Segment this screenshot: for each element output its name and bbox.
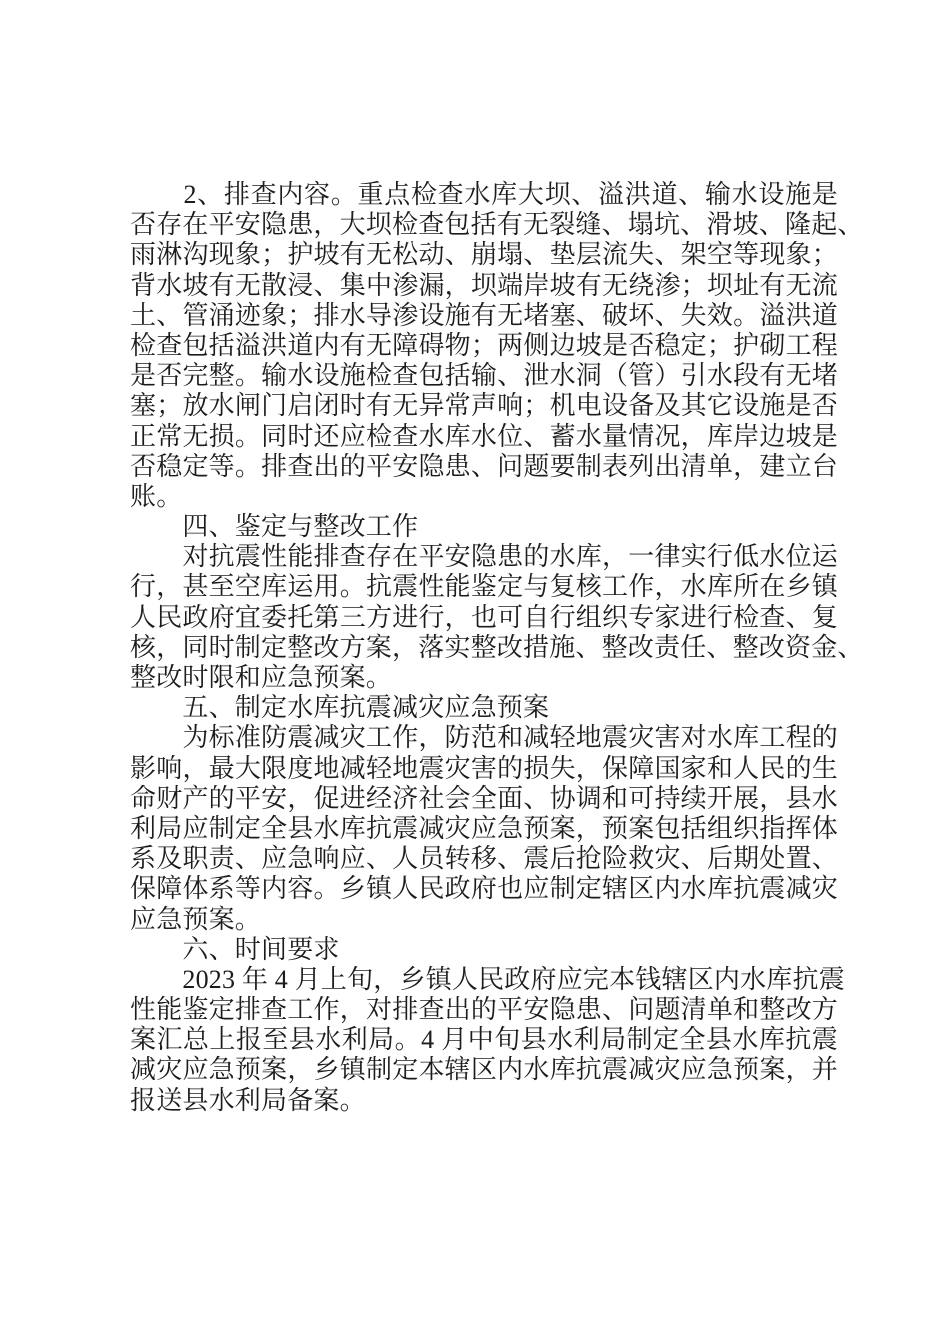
- text-line: 塞；放水闸门启闭时有无异常声响；机电设备及其它设施是否: [130, 391, 838, 421]
- text-line: 账。: [130, 481, 183, 511]
- body-paragraph: [130, 723, 838, 934]
- text-line: 命财产的平安，促进经济社会全面、协调和可持续开展，县水: [130, 783, 838, 813]
- section-heading: [130, 512, 838, 542]
- text-line: 减灾应急预案，乡镇制定本辖区内水库抗震减灾应急预案，并: [130, 1055, 838, 1085]
- body-paragraph: [130, 180, 864, 512]
- section-heading: [130, 693, 838, 723]
- text-line: 人民政府宜委托第三方进行，也可自行组织专家进行检查、复: [130, 602, 838, 632]
- text-line: 报送县水利局备案。: [130, 1085, 366, 1115]
- text-line: 应急预案。: [130, 904, 262, 934]
- text-line: 保障体系等内容。乡镇人民政府也应制定辖区内水库抗震减灾: [130, 874, 838, 904]
- body-paragraph: [130, 964, 845, 1116]
- body-paragraph: [130, 542, 864, 693]
- section-heading: [130, 935, 838, 965]
- text-line: 案汇总上报至县水利局。4 月中旬县水利局制定全县水库抗震: [130, 1025, 838, 1055]
- heading-line: 五、制定水库抗震减灾应急预案: [130, 693, 550, 723]
- heading-line: 六、时间要求: [130, 934, 340, 964]
- text-line: 土、管涌迹象；排水导渗设施有无堵塞、破坏、失效。溢洪道: [130, 300, 838, 330]
- text-line: 背水坡有无散浸、集中渗漏，坝端岸坡有无绕渗；坝址有无流: [130, 270, 838, 300]
- text-line: 检查包括溢洪道内有无障碍物；两侧边坡是否稳定；护砌工程: [130, 330, 838, 360]
- text-line: 是否完整。输水设施检查包括输、泄水洞（管）引水段有无堵: [130, 361, 838, 391]
- document-text-block: [130, 180, 864, 1116]
- text-line: 对抗震性能排查存在平安隐患的水库，一律实行低水位运: [130, 542, 838, 572]
- text-line: 影响，最大限度地减轻地震灾害的损失，保障国家和人民的生: [130, 753, 838, 783]
- text-line: 利局应制定全县水库抗震减灾应急预案，预案包括组织指挥体: [130, 813, 838, 843]
- text-line: 行，甚至空库运用。抗震性能鉴定与复核工作，水库所在乡镇: [130, 572, 838, 602]
- text-line: 否存在平安隐患，大坝检查包括有无裂缝、塌坑、滑坡、隆起、: [130, 210, 864, 240]
- text-line: 2、排查内容。重点检查水库大坝、溢洪道、输水设施是: [130, 180, 838, 209]
- text-line: 为标准防震减灾工作，防范和减轻地震灾害对水库工程的: [130, 723, 838, 753]
- text-line: 正常无损。同时还应检查水库水位、蓄水量情况，库岸边坡是: [130, 421, 838, 451]
- text-line: 核，同时制定整改方案，落实整改措施、整改责任、整改资金、: [130, 632, 864, 662]
- text-line: 否稳定等。排查出的平安隐患、问题要制表列出清单，建立台: [130, 451, 838, 481]
- text-line: 2023 年 4 月上旬，乡镇人民政府应完本钱辖区内水库抗震: [130, 964, 845, 994]
- text-line: 系及职责、应急响应、人员转移、震后抢险救灾、后期处置、: [130, 844, 838, 874]
- heading-line: 四、鉴定与整改工作: [130, 512, 419, 542]
- text-line: 性能鉴定排查工作，对排查出的平安隐患、问题清单和整改方: [130, 995, 838, 1025]
- text-line: 整改时限和应急预案。: [130, 663, 393, 692]
- text-line: 雨淋沟现象；护坡有无松动、崩塌、垫层流失、架空等现象；: [130, 240, 838, 270]
